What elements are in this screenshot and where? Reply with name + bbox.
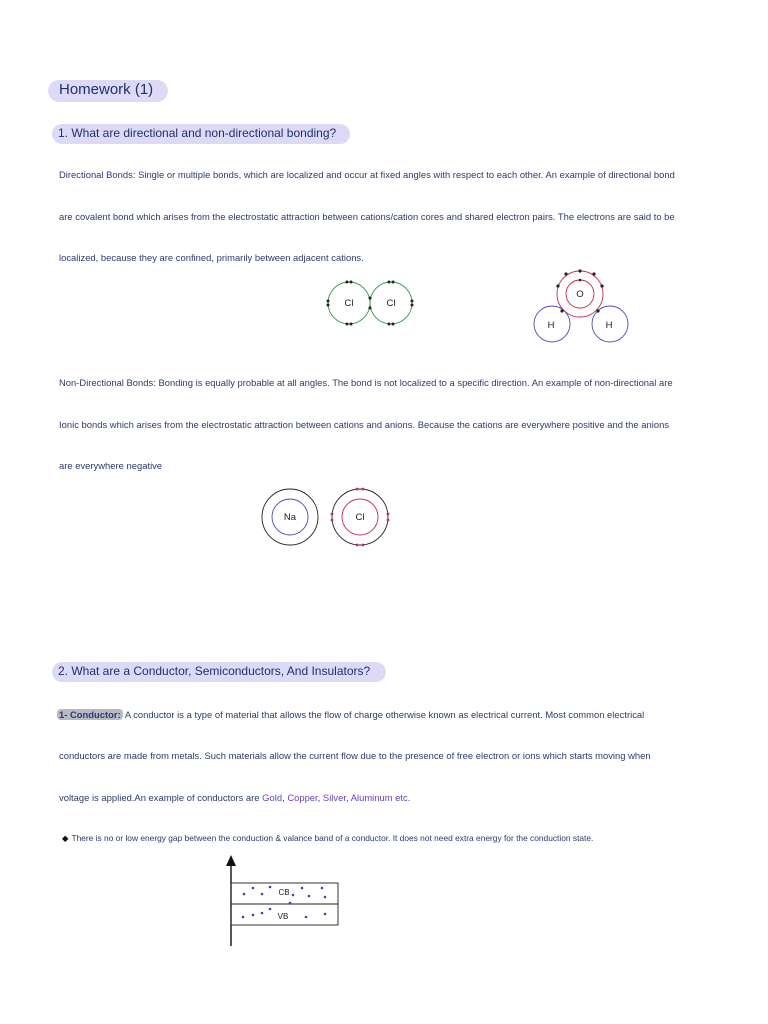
example-copper: Copper <box>287 792 318 803</box>
separator: , <box>282 792 288 803</box>
nondirectional-line-2: Ionic bonds which arises from the electrostatic attraction between cations and anions. Because the cations are everywhere positive and the anions <box>59 419 670 430</box>
vb-label: VB <box>277 912 289 921</box>
question-2-heading: 2. What are a Conductor, Semiconductors, And Insulators? <box>58 664 371 678</box>
sodium-label: Na <box>283 512 297 523</box>
example-silver: Silver <box>322 792 346 803</box>
chlorine-label: Cl <box>355 512 365 523</box>
hydrogen-left-label: H <box>547 320 555 331</box>
cl-right-label: Cl <box>386 298 396 309</box>
oxygen-label: O <box>576 289 584 300</box>
cl2-diagram <box>327 281 414 326</box>
question-1-heading: 1. What are directional and non-directional bonding? <box>58 126 337 140</box>
bullet-text: There is no or low energy gap between the conduction & valance band of a conductor. It does not need extra energy for the conduction state. <box>71 833 594 843</box>
directional-line-1: Directional Bonds: Single or multiple bonds, which are localized and occur at fixed angles with respect to each other. An example of directional bond <box>59 169 675 180</box>
example-gold: Gold <box>262 792 283 803</box>
nacl-diagram <box>262 488 389 547</box>
homework-title: Homework (1) <box>59 81 154 98</box>
conductor-line-1-text: A conductor is a type of material that allows the flow of charge otherwise known as electrical current. Most common electrical <box>122 709 645 720</box>
bullet-diamond-icon: ◆ <box>62 833 69 843</box>
conductor-line-3-prefix: voltage is applied.An example of conductors are <box>59 792 263 803</box>
separator: , <box>317 792 323 803</box>
cb-label: CB <box>278 888 290 897</box>
hydrogen-right-label: H <box>605 320 613 331</box>
directional-line-2: are covalent bond which arises from the electrostatic attraction between cations/cation cores and shared electron pairs. The electrons are said to be <box>59 211 675 222</box>
directional-line-3: localized, because they are confined, primarily between adjacent cations. <box>59 252 364 263</box>
example-aluminum: Aluminum etc. <box>350 792 411 803</box>
nondirectional-line-3: are everywhere negative <box>59 460 163 471</box>
separator: , <box>345 792 351 803</box>
h2o-diagram <box>534 269 628 342</box>
conductor-line-2: conductors are made from metals. Such materials allow the current flow due to the presence of free electron or ions which starts moving when <box>59 750 651 761</box>
cl-left-label: Cl <box>344 298 354 309</box>
band-diagram <box>226 855 338 946</box>
nondirectional-line-1: Non-Directional Bonds: Bonding is equally probable at all angles. The bond is not localized to a specific direction. An example of non-directional are <box>59 377 673 388</box>
energy-axis-arrow-icon <box>226 855 236 866</box>
conductor-label: 1- Conductor: <box>59 709 121 720</box>
